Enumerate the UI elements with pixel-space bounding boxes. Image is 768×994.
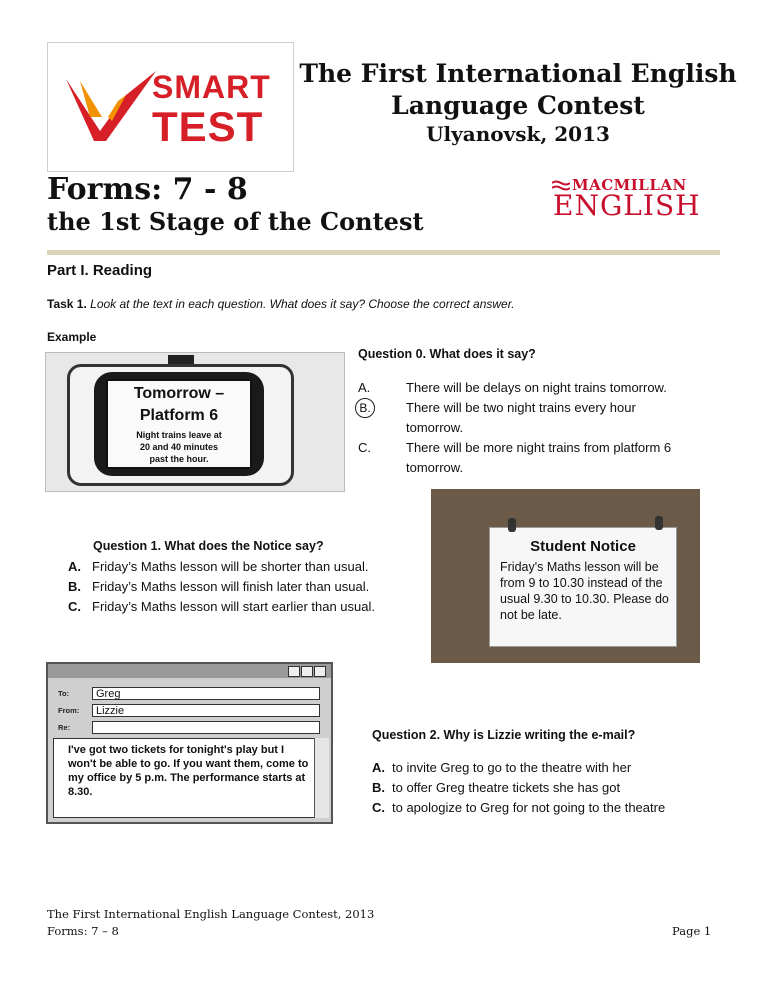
email-body: I've got two tickets for tonight's play but I won't be able to go. If you want them, come to my office by 5 p.m. The performance starts at 8.30.: [53, 738, 328, 818]
example-label: Example: [47, 330, 97, 344]
option-text: Friday’s Maths lesson will be shorter than usual.: [92, 559, 369, 574]
close-icon: [314, 666, 326, 677]
pin-icon: [655, 516, 663, 530]
logo-word-smart: SMART: [152, 69, 271, 105]
sign-line-2: 20 and 40 minutes: [139, 442, 219, 452]
option-letter: C.: [358, 440, 371, 455]
option-letter: B.: [372, 780, 385, 795]
option-text-continued: tomorrow.: [406, 420, 464, 435]
option-text: There will be two night trains every hour: [406, 400, 636, 415]
email-from-field: Lizzie: [92, 704, 320, 717]
option-letter: A.: [68, 559, 81, 574]
email-to-label: To:: [58, 689, 70, 698]
publisher-name: MACMILLAN: [572, 176, 687, 194]
footer-contest: The First International English Language Contest, 2013: [47, 907, 375, 921]
forms-title: Forms: 7 - 8: [47, 172, 248, 207]
email-to-field: Greg: [92, 687, 320, 700]
option-text: Friday’s Maths lesson will finish later than usual.: [92, 579, 370, 594]
email-from-label: From:: [58, 706, 80, 715]
pin-icon: [508, 518, 516, 532]
question-1-option-c[interactable]: [68, 597, 375, 617]
question-1-heading: Question 1. What does the Notice say?: [93, 539, 324, 553]
page-number: Page 1: [672, 924, 712, 938]
option-text: to invite Greg to go to the theatre with her: [392, 760, 632, 775]
task-instruction: [47, 297, 515, 311]
question-1-option-b[interactable]: [68, 577, 369, 597]
notice-title: Student Notice: [530, 538, 636, 555]
task-text: Look at the text in each question. What does it say? Choose the correct answer.: [90, 297, 515, 311]
option-text: There will be delays on night trains tomorrow.: [406, 380, 667, 395]
task-label: Task 1.: [47, 297, 87, 311]
sign-line-3: past the hour.: [149, 454, 209, 464]
option-text: to offer Greg theatre tickets she has got: [392, 780, 621, 795]
option-letter: A.: [372, 760, 385, 775]
logo-word-test: TEST: [152, 103, 264, 150]
student-notice-paper: [489, 527, 677, 647]
contest-title: [298, 58, 738, 122]
option-letter: B.: [68, 579, 81, 594]
publisher-subname: ENGLISH: [553, 189, 701, 222]
notice-text: Friday's Maths lesson will be from 9 to 10.30 instead of the usual 9.30 to 10.30. Please do not be late.: [500, 560, 669, 622]
contest-city: Ulyanovsk, 2013: [426, 122, 610, 146]
email-scrollbar: [314, 738, 329, 818]
option-letter: A.: [358, 380, 371, 395]
option-letter: C.: [372, 800, 385, 815]
section-divider: [47, 250, 720, 255]
question-0-option-a[interactable]: [358, 378, 718, 398]
question-2-heading: Question 2. Why is Lizzie writing the e-mail?: [372, 728, 636, 742]
sign-heading-2: Platform 6: [139, 407, 219, 424]
minimize-icon: [288, 666, 300, 677]
question-2-option-a[interactable]: [372, 758, 631, 778]
sign-heading-1: Tomorrow –: [133, 385, 225, 402]
contest-title-line2: Language Contest: [391, 91, 645, 120]
option-text: to apologize to Greg for not going to the theatre: [392, 800, 666, 815]
sign-line-1: Night trains leave at: [136, 430, 222, 440]
question-1-option-a[interactable]: [68, 557, 369, 577]
option-letter: C.: [68, 599, 81, 614]
question-2-option-c[interactable]: [372, 798, 665, 818]
stage-title: the 1st Stage of the Contest: [47, 207, 424, 236]
selected-answer-circle: B.: [355, 398, 375, 418]
contest-title-line1: The First International English: [299, 59, 737, 88]
smart-test-logo: [47, 42, 294, 172]
maximize-icon: [301, 666, 313, 677]
part-heading: Part I. Reading: [47, 262, 153, 279]
footer-forms: Forms: 7 – 8: [47, 924, 119, 938]
email-re-label: Re:: [58, 723, 71, 732]
option-text-continued: tomorrow.: [406, 460, 464, 475]
option-text: There will be more night trains from platform 6: [406, 440, 672, 455]
question-0-heading: Question 0. What does it say?: [358, 347, 536, 361]
question-0-option-b[interactable]: [358, 398, 718, 418]
checkmark-logo-icon: [66, 71, 156, 143]
option-text: Friday’s Maths lesson will start earlier than usual.: [92, 599, 375, 614]
question-0-option-c[interactable]: [358, 438, 718, 458]
sign-text-panel: [106, 379, 252, 469]
question-2-option-b[interactable]: [372, 778, 620, 798]
email-re-field: [92, 721, 320, 734]
